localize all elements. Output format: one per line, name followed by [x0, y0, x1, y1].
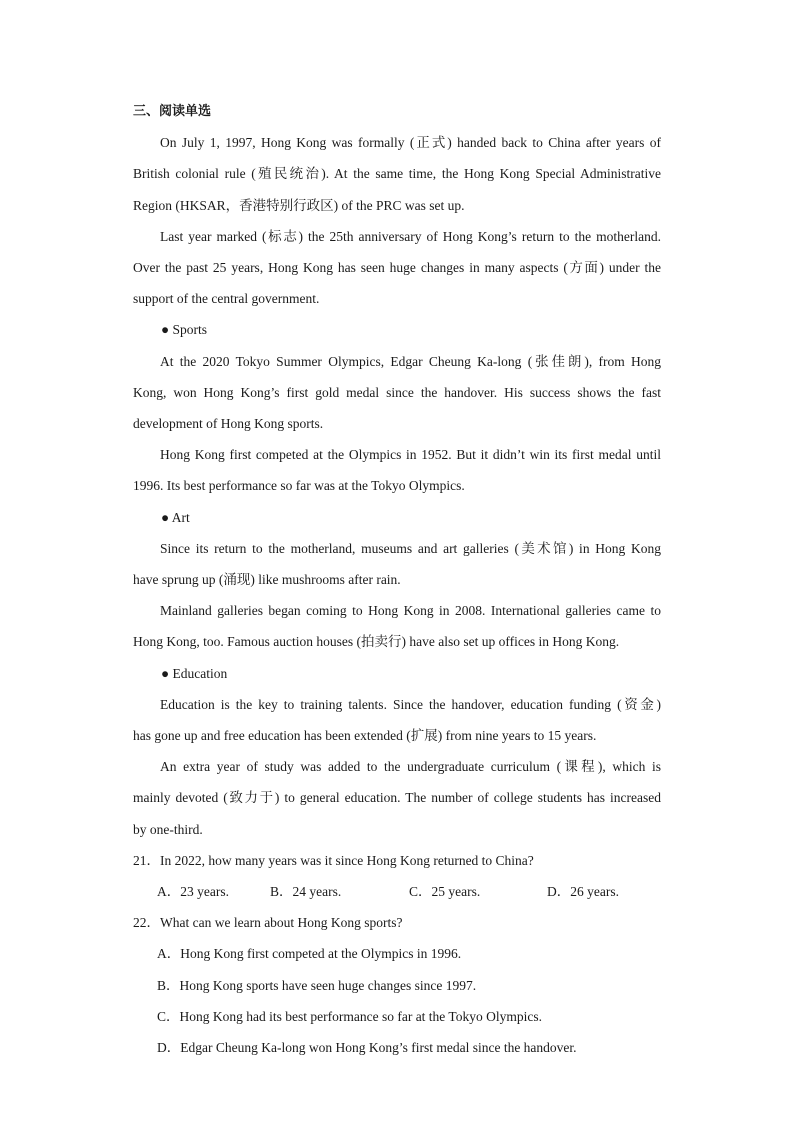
option-b[interactable]: B．Hong Kong sports have seen huge changes since 1997.: [157, 977, 477, 993]
bullet-art: ● Art: [161, 509, 190, 525]
paragraph-line: mainly devoted (致力于) to general education. The number of college students has increased: [133, 790, 661, 806]
question-options: [133, 876, 661, 907]
paragraph-line: have sprung up (涌现) like mushrooms after rain.: [133, 572, 401, 588]
paragraph-3: [133, 346, 661, 440]
option-c[interactable]: C．Hong Kong had its best performance so far at the Tokyo Olympics.: [157, 1008, 542, 1024]
question-stem: 22．What can we learn about Hong Kong sports?: [133, 915, 403, 931]
paragraph-line: by one-third.: [133, 821, 203, 837]
paragraph-2: [133, 221, 661, 315]
document-page: [133, 96, 661, 1063]
paragraph-4: [133, 439, 661, 501]
paragraph-line: 1996. Its best performance so far was at the Tokyo Olympics.: [133, 478, 465, 494]
paragraph-line: has gone up and free education has been extended (扩展) from nine years to 15 years.: [133, 728, 597, 744]
section-title: 三、阅读单选: [133, 104, 212, 119]
question-22: [133, 907, 661, 1063]
question-stem: 21．In 2022, how many years was it since Hong Kong returned to China?: [133, 852, 534, 868]
paragraph-line: Since its return to the motherland, museums and art galleries (美术馆) in Hong Kong: [160, 540, 661, 556]
paragraph-line: Kong, won Hong Kong’s first gold medal since the handover. His success shows the fast: [133, 384, 661, 400]
paragraph-line: British colonial rule (殖民统治). At the same time, the Hong Kong Special Administrative: [133, 166, 661, 182]
paragraph-line: Last year marked (标志) the 25th anniversary of Hong Kong’s return to the motherland.: [160, 228, 661, 244]
paragraph-1: [133, 127, 661, 221]
paragraph-8: [133, 751, 661, 845]
paragraph-line: development of Hong Kong sports.: [133, 416, 324, 432]
bullet-education: ● Education: [161, 665, 228, 681]
paragraph-line: Education is the key to training talents. Since the handover, education funding (资金): [160, 696, 661, 712]
option-d[interactable]: D．Edgar Cheung Ka-long won Hong Kong’s first medal since the handover.: [157, 1040, 577, 1056]
paragraph-line: An extra year of study was added to the undergraduate curriculum (课程), which is: [160, 759, 661, 775]
option-c[interactable]: C．25 years.: [409, 884, 481, 900]
paragraph-line: On July 1, 1997, Hong Kong was formally (正式) handed back to China after years of: [160, 135, 661, 151]
paragraph-6: [133, 595, 661, 657]
paragraph-line: At the 2020 Tokyo Summer Olympics, Edgar Cheung Ka-long (张佳朗), from Hong: [160, 353, 661, 369]
paragraph-line: Hong Kong, too. Famous auction houses (拍卖行) have also set up offices in Hong Kong.: [133, 634, 620, 650]
paragraph-5: [133, 533, 661, 595]
question-21: [133, 845, 661, 907]
paragraph-line: Mainland galleries began coming to Hong Kong in 2008. International galleries came to: [160, 603, 661, 619]
paragraph-7: [133, 689, 661, 751]
paragraph-line: Region (HKSAR，香港特别行政区) of the PRC was set up.: [133, 197, 465, 213]
bullet-sports: ● Sports: [161, 322, 208, 338]
option-a[interactable]: A．23 years.: [157, 884, 229, 900]
paragraph-line: support of the central government.: [133, 291, 320, 307]
option-a[interactable]: A．Hong Kong first competed at the Olympics in 1996.: [157, 946, 462, 962]
option-b[interactable]: B．24 years.: [270, 884, 342, 900]
paragraph-line: Over the past 25 years, Hong Kong has seen huge changes in many aspects (方面) under the: [133, 260, 661, 276]
paragraph-line: Hong Kong first competed at the Olympics in 1952. But it didn’t win its first medal until: [160, 447, 661, 463]
option-d[interactable]: D．26 years.: [547, 884, 619, 900]
